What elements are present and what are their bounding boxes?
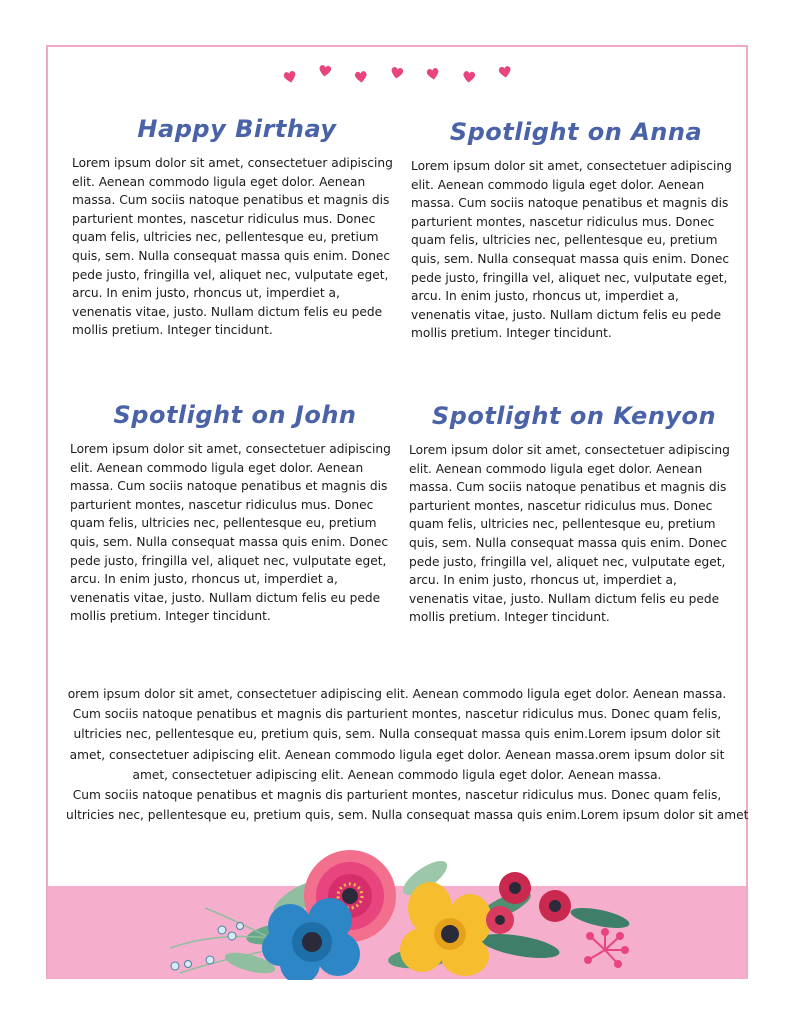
bottom-paragraph <box>66 684 749 825</box>
bottom-line: amet, consectetuer adipiscing elit. Aenean commodo ligula eget dolor. Aenean massa. <box>132 767 662 782</box>
bottom-line: ultricies nec, pellentesque eu, pretium quis, sem. Nulla consequat massa quis enim.Lorem ipsum dolor sit <box>73 727 721 742</box>
heart-icon <box>353 69 368 84</box>
section-happy-birthday <box>72 110 402 340</box>
section-spotlight-john <box>70 396 400 626</box>
heart-icon <box>425 66 441 82</box>
bottom-line: Cum sociis natoque penatibus et magnis dis parturient montes, nascetur ridiculus mus. Donec quam felis, <box>72 707 722 722</box>
pink-burst-flower-icon <box>585 929 628 967</box>
bottom-line: amet, consectetuer adipiscing elit. Aenean commodo ligula eget dolor. Aenean massa.orem ipsum dolor sit <box>69 747 725 762</box>
section-title: Happy Birthay <box>137 115 337 143</box>
section-body: Lorem ipsum dolor sit amet, consectetuer adipiscing elit. Aenean commodo ligula eget dolor. Aenean massa. Cum sociis natoque penatibus et magnis dis parturient montes, nascetur ridiculus mus. Donec quam felis, ultricies nec, pellentesque eu, pretium quis, sem. Nulla consequat massa quis enim. Donec pede justo, fringilla vel, aliquet nec, vulputate eget, arcu. In enim justo, rhoncus ut, imperdiet a, venenatis vitae, justo. Nullam dictum felis eu pede mollis pretium. Integer tincidunt. <box>70 442 391 624</box>
section-body: Lorem ipsum dolor sit amet, consectetuer adipiscing elit. Aenean commodo ligula eget dolor. Aenean massa. Cum sociis natoque penatibus et magnis dis parturient montes, nascetur ridiculus mus. Donec quam felis, ultricies nec, pellentesque eu, pretium quis, sem. Nulla consequat massa quis enim. Donec pede justo, fringilla vel, aliquet nec, vulputate eget, arcu. In enim justo, rhoncus ut, imperdiet a, venenatis vitae, justo. Nullam dictum felis eu pede mollis pretium. Integer tincidunt. <box>409 443 730 625</box>
bottom-line: orem ipsum dolor sit amet, consectetuer adipiscing elit. Aenean commodo ligula eget dolor. Aenean massa. <box>67 687 727 701</box>
hearts-row <box>279 62 519 88</box>
heart-icon <box>389 65 405 81</box>
section-spotlight-kenyon <box>409 397 739 627</box>
bottom-line: Cum sociis natoque penatibus et magnis dis parturient montes, nascetur ridiculus mus. Donec quam felis, <box>72 788 722 803</box>
yellow-flower-icon <box>400 882 492 976</box>
section-body: Lorem ipsum dolor sit amet, consectetuer adipiscing elit. Aenean commodo ligula eget dolor. Aenean massa. Cum sociis natoque penatibus et magnis dis parturient montes, nascetur ridiculus mus. Donec quam felis, ultricies nec, pellentesque eu, pretium quis, sem. Nulla consequat massa quis enim. Donec pede justo, fringilla vel, aliquet nec, vulputate eget, arcu. In enim justo, rhoncus ut, imperdiet a, venenatis vitae, justo. Nullam dictum felis eu pede mollis pretium. Integer tincidunt. <box>411 159 732 341</box>
section-spotlight-anna <box>411 113 741 343</box>
heart-icon <box>282 69 299 86</box>
heart-icon <box>497 64 513 80</box>
blue-flower-icon <box>262 898 360 980</box>
heart-icon <box>461 69 476 84</box>
section-title: Spotlight on John <box>113 401 357 429</box>
section-title: Spotlight on Kenyon <box>431 402 717 430</box>
section-body: Lorem ipsum dolor sit amet, consectetuer adipiscing elit. Aenean commodo ligula eget dolor. Aenean massa. Cum sociis natoque penatibus et magnis dis parturient montes, nascetur ridiculus mus. Donec quam felis, ultricies nec, pellentesque eu, pretium quis, sem. Nulla consequat massa quis enim. Donec pede justo, fringilla vel, aliquet nec, vulputate eget, arcu. In enim justo, rhoncus ut, imperdiet a, venenatis vitae, justo. Nullam dictum felis eu pede mollis pretium. Integer tincidunt. <box>72 156 393 338</box>
section-title: Spotlight on Anna <box>449 118 703 146</box>
bottom-line: ultricies nec, pellentesque eu, pretium quis, sem. Nulla consequat massa quis enim.Lorem ipsum dolor sit amet <box>66 808 749 823</box>
flower-bouquet-icon <box>160 838 640 980</box>
heart-icon <box>317 63 333 79</box>
